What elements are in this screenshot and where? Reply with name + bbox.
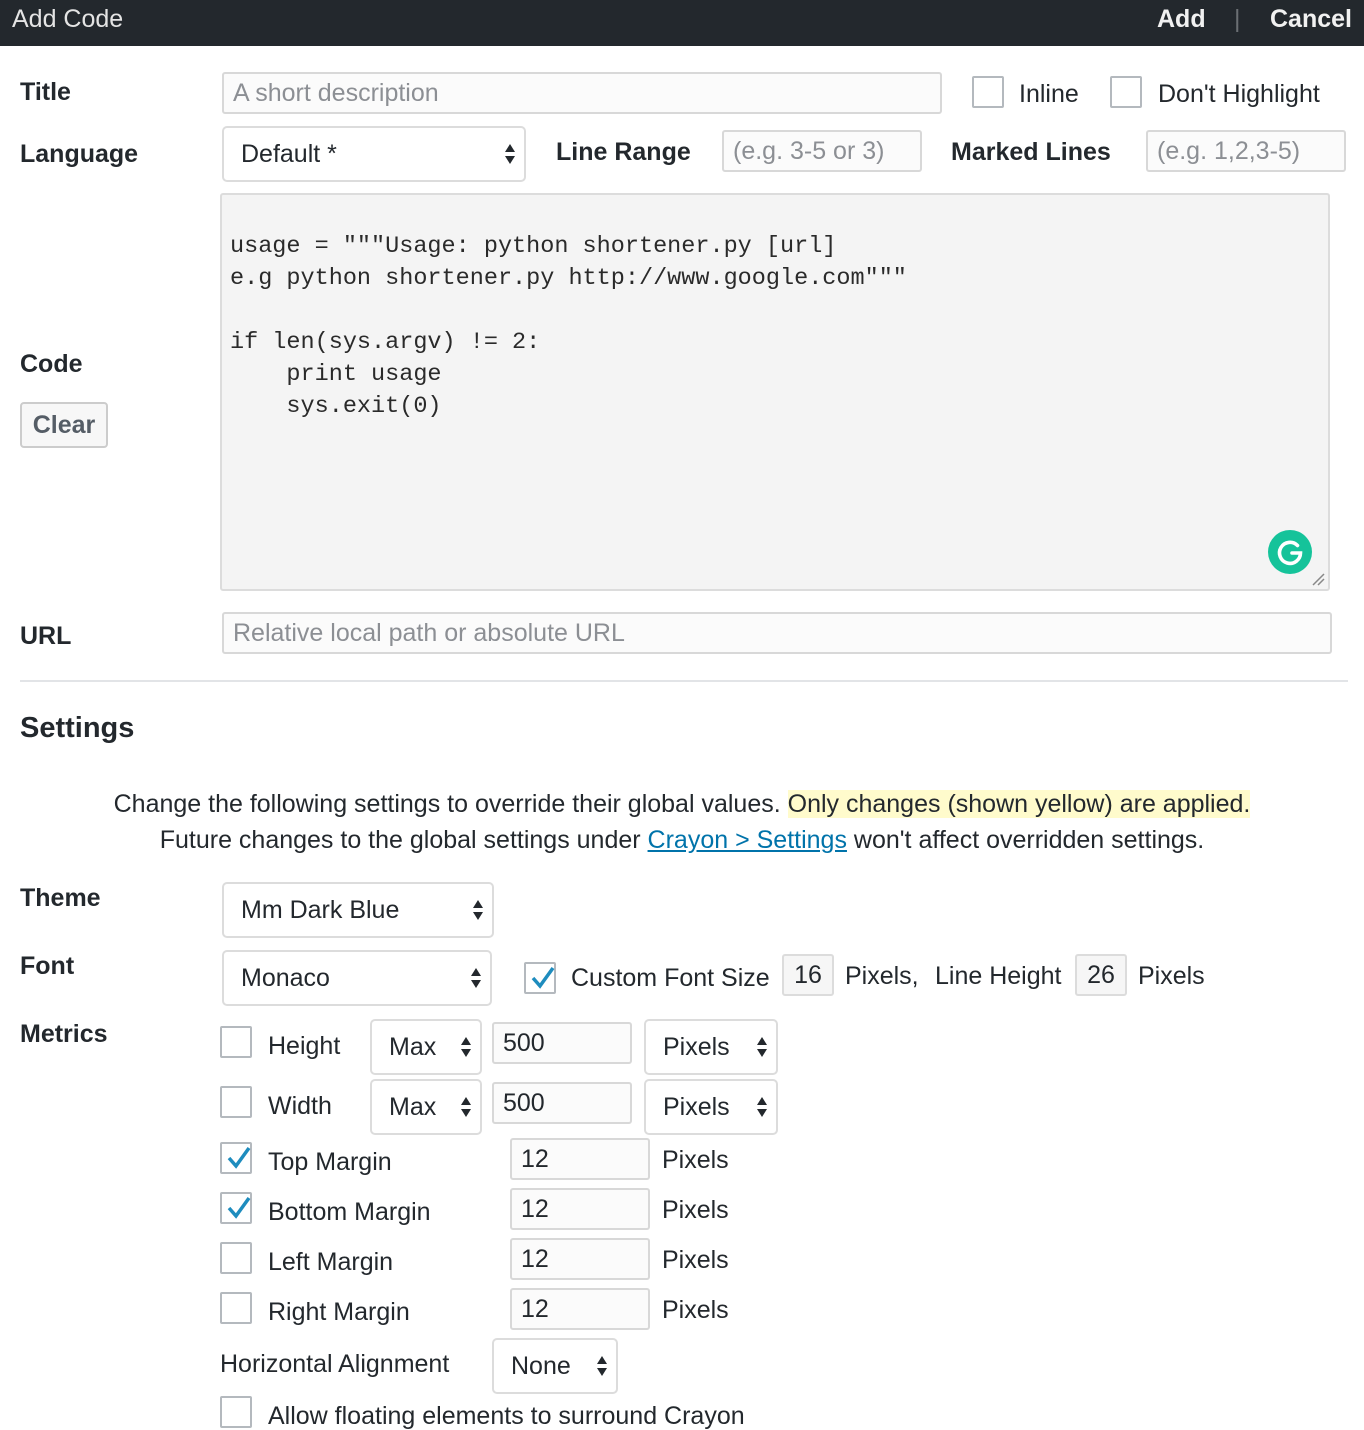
checkmark-icon: [224, 1194, 252, 1222]
line-height-label: Line Height: [935, 962, 1062, 990]
right-margin-unit: Pixels: [662, 1296, 729, 1324]
title-label: Title: [20, 78, 71, 106]
allow-floating-label: Allow floating elements to surround Crayon: [268, 1402, 745, 1430]
height-mode-select[interactable]: [370, 1019, 482, 1075]
bottom-margin-unit: Pixels: [662, 1196, 729, 1224]
font-label: Font: [20, 952, 75, 980]
left-margin-unit: Pixels: [662, 1246, 729, 1274]
grammarly-icon[interactable]: [1268, 530, 1312, 574]
left-margin-checkbox[interactable]: [220, 1242, 252, 1274]
url-label: URL: [20, 622, 72, 650]
top-margin-label: Top Margin: [268, 1148, 392, 1176]
language-label: Language: [20, 140, 139, 168]
bottom-margin-input[interactable]: 12: [510, 1188, 650, 1230]
pixels-label: Pixels,: [845, 962, 919, 990]
font-select[interactable]: [222, 950, 492, 1006]
line-range-input[interactable]: (e.g. 3-5 or 3): [722, 130, 922, 172]
url-input[interactable]: Relative local path or absolute URL: [222, 612, 1332, 654]
height-mode-value: Max: [389, 1032, 437, 1061]
divider: [20, 680, 1348, 682]
select-arrows-icon: [470, 966, 482, 990]
modal-header: [0, 0, 1364, 46]
select-arrows-icon: [460, 1095, 472, 1119]
top-margin-checkbox[interactable]: [220, 1142, 252, 1174]
width-checkbox[interactable]: [220, 1086, 252, 1118]
theme-select[interactable]: [222, 882, 494, 938]
right-margin-label: Right Margin: [268, 1298, 410, 1326]
height-unit-select[interactable]: [644, 1019, 778, 1075]
select-arrows-icon: [460, 1035, 472, 1059]
clear-button[interactable]: Clear: [20, 402, 108, 448]
bottom-margin-label: Bottom Margin: [268, 1198, 431, 1226]
settings-note-highlight: Only changes (shown yellow) are applied.: [787, 790, 1251, 818]
modal-title: Add Code: [12, 5, 124, 33]
width-unit-value: Pixels: [663, 1092, 730, 1121]
line-height-input[interactable]: 26: [1075, 954, 1127, 996]
add-button[interactable]: Add: [1157, 5, 1206, 33]
right-margin-checkbox[interactable]: [220, 1292, 252, 1324]
width-unit-select[interactable]: [644, 1079, 778, 1135]
horizontal-alignment-label: Horizontal Alignment: [220, 1350, 450, 1378]
code-label: Code: [20, 350, 83, 378]
font-size-input[interactable]: 16: [782, 954, 834, 996]
height-value-input[interactable]: 500: [492, 1022, 632, 1064]
select-arrows-icon: [472, 898, 484, 922]
language-select[interactable]: [222, 126, 526, 182]
select-arrows-icon: [596, 1354, 608, 1378]
cancel-button[interactable]: Cancel: [1270, 5, 1352, 33]
resize-grip-icon[interactable]: [1311, 572, 1325, 586]
right-margin-input[interactable]: 12: [510, 1288, 650, 1330]
font-select-value: Monaco: [241, 963, 330, 992]
inline-checkbox[interactable]: [972, 76, 1004, 108]
settings-heading: Settings: [20, 712, 135, 744]
inline-label: Inline: [1019, 80, 1079, 108]
width-mode-select[interactable]: [370, 1079, 482, 1135]
theme-select-value: Mm Dark Blue: [241, 895, 400, 924]
dont-highlight-checkbox[interactable]: [1110, 76, 1142, 108]
marked-lines-input[interactable]: (e.g. 1,2,3-5): [1146, 130, 1346, 172]
width-label: Width: [268, 1092, 332, 1120]
select-arrows-icon: [504, 142, 516, 166]
code-textarea[interactable]: [220, 193, 1330, 591]
left-margin-input[interactable]: 12: [510, 1238, 650, 1280]
title-input[interactable]: A short description: [222, 72, 942, 114]
theme-label: Theme: [20, 884, 101, 912]
custom-font-size-checkbox[interactable]: [524, 962, 556, 994]
horizontal-alignment-select[interactable]: [492, 1338, 618, 1394]
dont-highlight-label: Don't Highlight: [1158, 80, 1320, 108]
width-mode-value: Max: [389, 1092, 437, 1121]
line-range-label: Line Range: [556, 138, 691, 166]
header-separator: |: [1234, 5, 1241, 33]
top-margin-unit: Pixels: [662, 1146, 729, 1174]
custom-font-size-label: Custom Font Size: [571, 964, 770, 992]
allow-floating-checkbox[interactable]: [220, 1396, 252, 1428]
height-checkbox[interactable]: [220, 1026, 252, 1058]
settings-note-line2: [0, 826, 1364, 855]
height-unit-value: Pixels: [663, 1032, 730, 1061]
metrics-label: Metrics: [20, 1020, 108, 1048]
horizontal-alignment-value: None: [511, 1351, 571, 1380]
settings-note-text: won't affect overridden settings.: [846, 826, 1205, 854]
top-margin-input[interactable]: 12: [510, 1138, 650, 1180]
language-select-value: Default *: [241, 139, 337, 168]
settings-note-text: Change the following settings to override their global values.: [113, 790, 788, 818]
checkmark-icon: [224, 1144, 252, 1172]
code-text: usage = """Usage: python shortener.py [url] e.g python shortener.py http://www.google.com""" if len(sys.argv) != 2: print usage sys.exit(0): [230, 233, 907, 420]
settings-note-line1: [0, 790, 1364, 819]
width-value-input[interactable]: 500: [492, 1082, 632, 1124]
marked-lines-label: Marked Lines: [951, 138, 1111, 166]
left-margin-label: Left Margin: [268, 1248, 394, 1276]
pixels-label: Pixels: [1138, 962, 1205, 990]
bottom-margin-checkbox[interactable]: [220, 1192, 252, 1224]
select-arrows-icon: [756, 1035, 768, 1059]
select-arrows-icon: [756, 1095, 768, 1119]
checkmark-icon: [528, 964, 556, 992]
crayon-settings-link[interactable]: Crayon > Settings: [647, 826, 847, 854]
settings-note-text: Future changes to the global settings under: [159, 826, 648, 854]
height-label: Height: [268, 1032, 341, 1060]
